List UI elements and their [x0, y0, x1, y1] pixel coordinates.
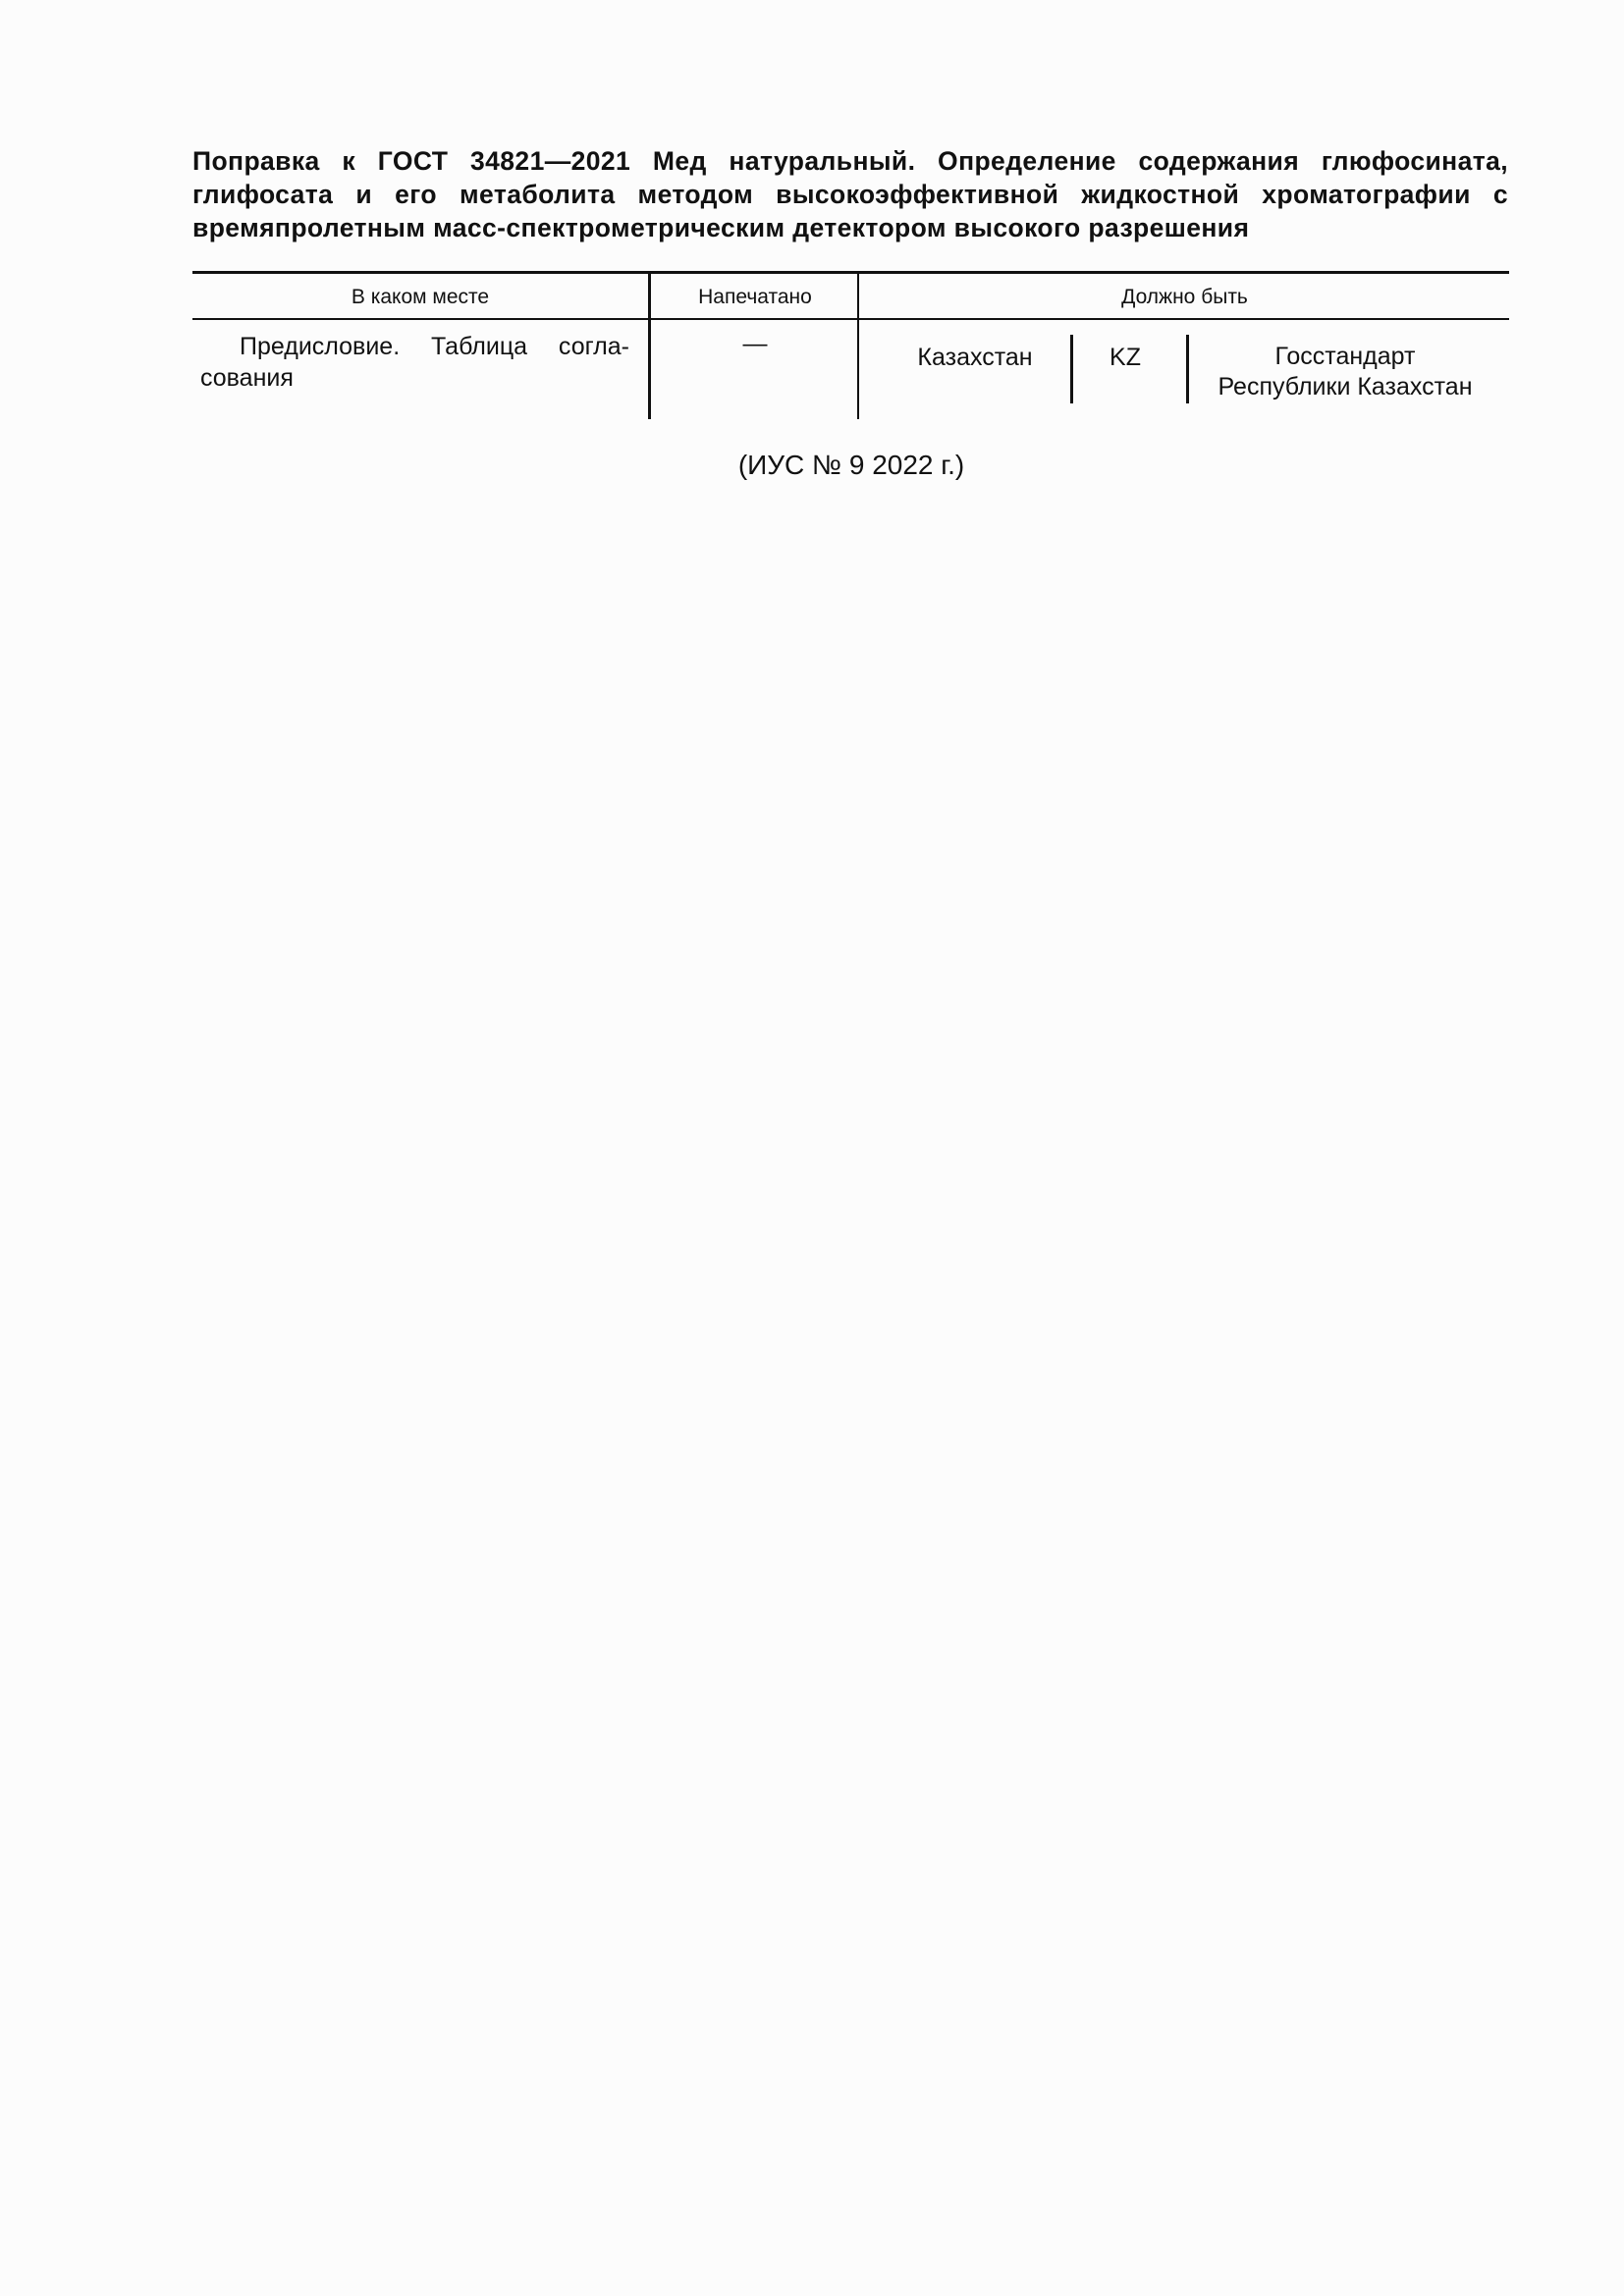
table-header-rule — [192, 318, 1509, 320]
cell-country-code: KZ — [1110, 344, 1141, 371]
cell-printed: — — [742, 330, 768, 357]
header-should-be: Должно быть — [1121, 286, 1248, 308]
cell-place: Предисловие. Таблица согла-сования — [200, 333, 629, 392]
header-printed: Напечатано — [698, 286, 812, 308]
publication-reference: (ИУС № 9 2022 г.) — [737, 450, 965, 480]
document-title: Поправка к ГОСТ 34821—2021 Мед натуральный. Определение содержания глюфосината, глифосата и его метаболита методом высокоэффективной жидкостной хроматографии с времяпролетным масс-спектрометрическим детектором высокого разрешения — [192, 146, 1508, 242]
authority-line-2: Республики Казахстан — [1218, 373, 1473, 400]
table-top-rule — [192, 271, 1509, 274]
cell-authority — [1188, 342, 1502, 402]
authority-line-1: Госстандарт — [1274, 343, 1416, 370]
cell-country: Казахстан — [917, 344, 1033, 371]
header-place: В каком месте — [351, 286, 490, 308]
